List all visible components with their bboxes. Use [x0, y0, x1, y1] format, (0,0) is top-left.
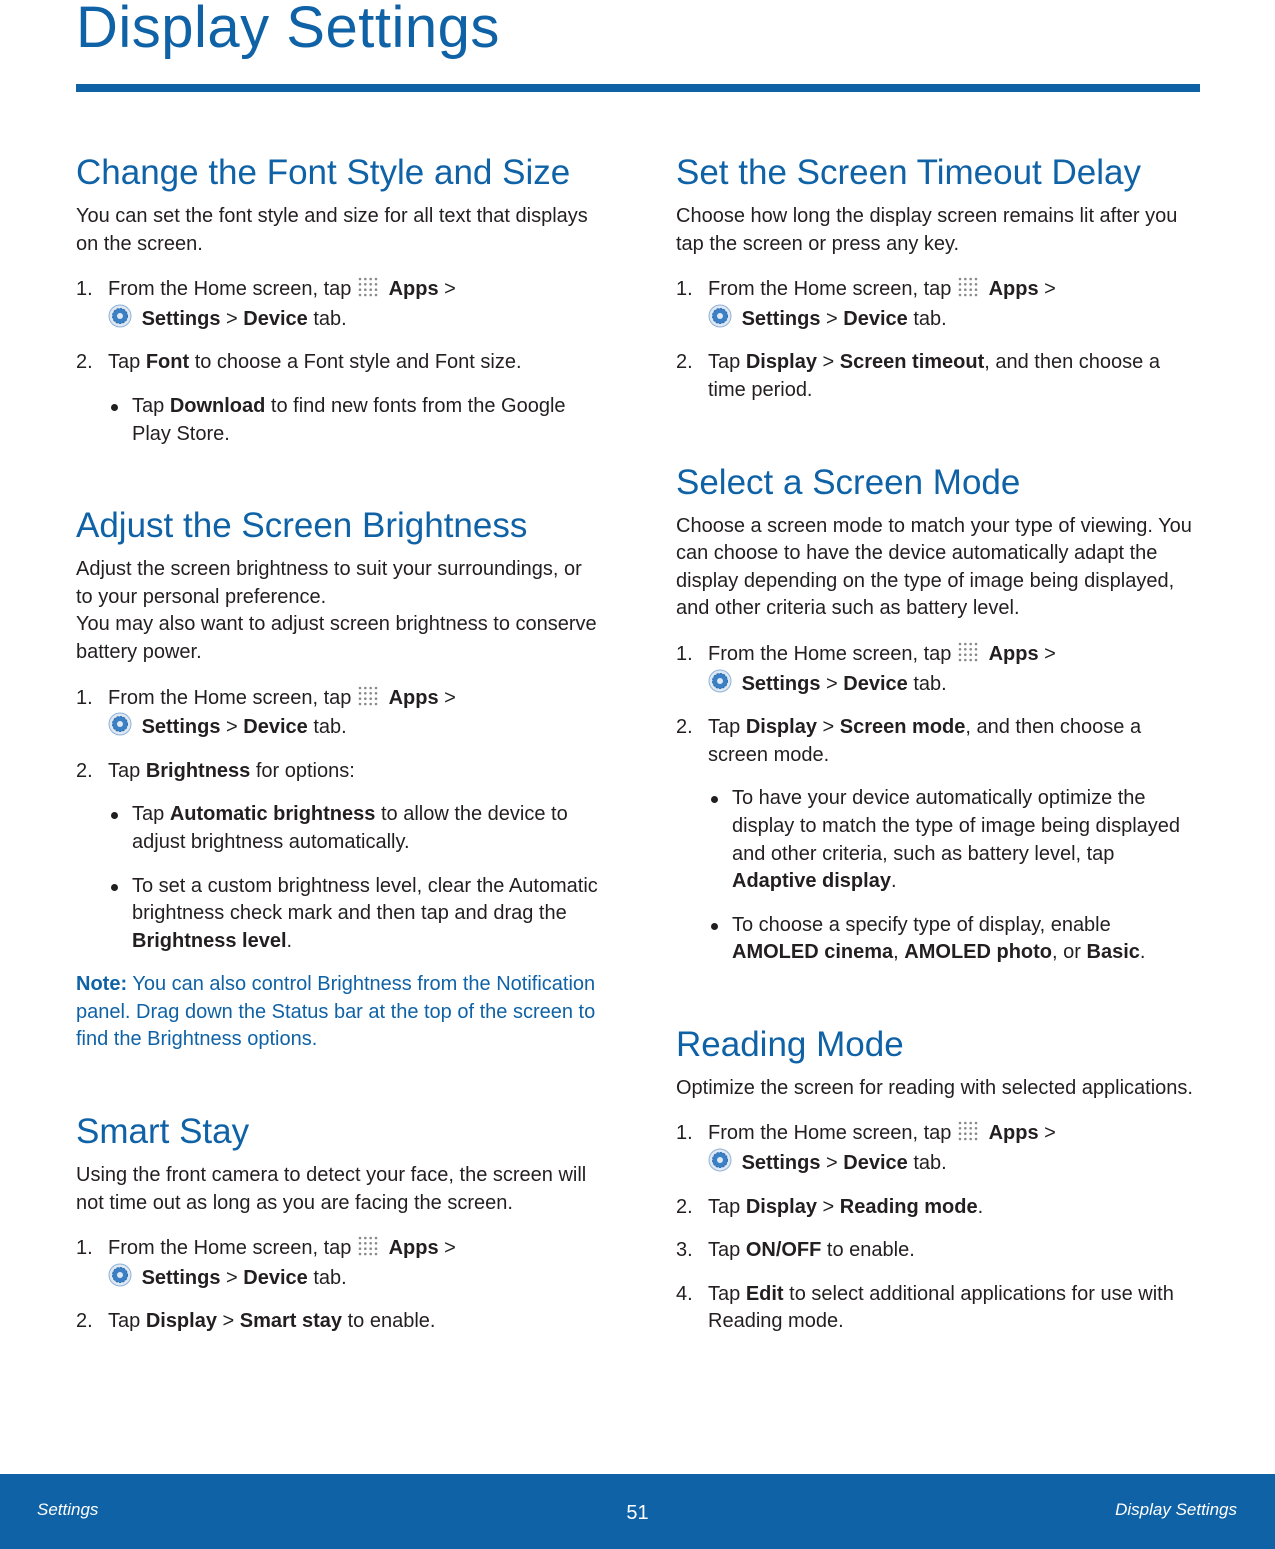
step-text: to enable.	[347, 1310, 436, 1333]
step-number: 1.	[76, 1237, 93, 1260]
step-number: 2.	[76, 1310, 93, 1333]
apps-grid-icon	[957, 276, 979, 298]
bullet-text: .	[286, 929, 293, 952]
step-number: 1.	[676, 278, 693, 301]
section-smart-stay	[76, 1112, 602, 1336]
section-heading: Set the Screen Timeout Delay	[676, 153, 1141, 192]
download-label: Download	[169, 394, 266, 417]
device-label: Device	[243, 1266, 308, 1289]
amoled-cinema-label: AMOLED cinema	[732, 941, 894, 964]
device-label: Device	[243, 716, 308, 739]
section-intro: Choose a screen mode to match your type of viewing. You can choose to have the device automatically adapt the display depending on the type of image being displayed, and other criteria such as battery level.	[676, 514, 1192, 620]
steps-list	[676, 641, 1202, 967]
step-text: tab.	[313, 1266, 347, 1289]
section-intro: Optimize the screen for reading with selected applications.	[676, 1076, 1193, 1099]
step-text: tab.	[313, 307, 347, 330]
page-number: 51	[626, 1502, 649, 1524]
apps-grid-icon	[357, 1235, 379, 1257]
separator: >	[222, 1310, 235, 1333]
step-text: to choose a Font style and Font size.	[194, 351, 522, 374]
step-text: Tap	[108, 351, 141, 374]
step-number: 1.	[676, 1122, 693, 1145]
left-column	[76, 153, 602, 1394]
section-intro: Using the front camera to detect your face, the screen will not time out as long as you are facing the screen.	[76, 1164, 587, 1214]
bullet-item	[108, 801, 602, 856]
section-heading: Adjust the Screen Brightness	[76, 506, 528, 546]
steps-list	[676, 1120, 1202, 1336]
automatic-brightness-label: Automatic brightness	[169, 803, 376, 826]
settings-label: Settings	[141, 1266, 221, 1289]
note-text: You can also control Brightness from the Notification panel. Drag down the Status bar at the top of the screen to find the Brightness options.	[76, 973, 596, 1051]
apps-label: Apps	[388, 686, 439, 709]
bullet-text: To set a custom brightness level, clear the Automatic brightness check mark and then tap and drag the	[132, 874, 598, 925]
section-screen-mode	[676, 463, 1202, 967]
separator: >	[444, 278, 456, 301]
step-number: 1.	[676, 642, 693, 665]
separator: >	[822, 716, 835, 739]
bullet-list	[708, 785, 1202, 967]
section-timeout	[676, 153, 1202, 405]
apps-label: Apps	[988, 642, 1039, 665]
apps-label: Apps	[388, 278, 439, 301]
screen-timeout-label: Screen timeout	[839, 351, 985, 374]
bullet-text: Tap	[132, 394, 165, 417]
settings-label: Settings	[141, 716, 221, 739]
step-text: to enable.	[826, 1239, 915, 1262]
step-item	[676, 276, 1202, 333]
device-label: Device	[843, 672, 908, 695]
settings-gear-icon	[108, 1263, 132, 1287]
separator: >	[1044, 278, 1056, 301]
step-item	[76, 349, 602, 448]
basic-label: Basic	[1086, 941, 1140, 964]
section-intro: Choose how long the display screen remains lit after you tap the screen or press any key.	[676, 205, 1178, 255]
reading-mode-label: Reading mode	[839, 1195, 978, 1218]
step-item	[76, 1235, 602, 1292]
step-text: for options:	[255, 759, 355, 782]
step-item	[676, 641, 1202, 698]
separator: >	[226, 1266, 238, 1289]
step-text: , and then choose a screen mode.	[708, 716, 1142, 766]
separator: >	[826, 1152, 838, 1175]
device-label: Device	[243, 307, 308, 330]
step-item	[676, 1237, 1202, 1265]
step-text: Tap	[708, 716, 741, 739]
section-intro: You can set the font style and size for all text that displays on the screen.	[76, 205, 588, 255]
separator: >	[444, 686, 456, 709]
separator: >	[826, 307, 838, 330]
bullet-text: To have your device automatically optimize the display to match the type of image being displayed and other criteria, such as battery level, tap	[732, 787, 1181, 865]
apps-grid-icon	[957, 1120, 979, 1142]
apps-grid-icon	[357, 276, 379, 298]
step-text: tab.	[913, 672, 947, 695]
step-text: .	[977, 1195, 984, 1218]
section-heading: Reading Mode	[676, 1024, 904, 1064]
step-text: Tap	[708, 351, 741, 374]
bullet-item	[708, 912, 1202, 967]
step-number: 2.	[676, 716, 693, 739]
settings-label: Settings	[741, 307, 821, 330]
bullet-item	[108, 873, 602, 956]
device-label: Device	[843, 307, 908, 330]
apps-label: Apps	[988, 1122, 1039, 1145]
section-font	[76, 153, 602, 448]
step-number: 2.	[676, 351, 693, 374]
apps-grid-icon	[357, 685, 379, 707]
step-item	[76, 758, 602, 956]
bullet-item	[108, 393, 602, 448]
step-text: Tap	[108, 1310, 141, 1333]
note-label: Note:	[76, 973, 128, 996]
step-number: 3.	[676, 1239, 693, 1262]
steps-list	[76, 685, 602, 956]
step-text: Tap	[708, 1282, 741, 1305]
section-intro: Adjust the screen brightness to suit your surroundings, or to your personal preference.	[76, 558, 582, 608]
step-text: Tap	[708, 1239, 741, 1262]
steps-list	[76, 276, 602, 448]
smart-stay-label: Smart stay	[239, 1310, 343, 1333]
separator: >	[444, 1237, 456, 1260]
step-text: From the Home screen, tap	[708, 278, 952, 301]
note	[76, 971, 602, 1054]
step-text: to select additional applications for use with Reading mode.	[708, 1282, 1174, 1333]
bullet-list	[108, 801, 602, 955]
amoled-photo-label: AMOLED photo	[904, 941, 1053, 964]
separator: >	[226, 307, 238, 330]
step-text: From the Home screen, tap	[108, 686, 352, 709]
display-label: Display	[145, 1310, 217, 1333]
bullet-text: Tap	[132, 803, 165, 826]
steps-list	[76, 1235, 602, 1336]
bullet-text: To choose a specify type of display, enable	[732, 913, 1111, 936]
step-item	[76, 685, 602, 742]
bullet-text: to find new fonts from the Google Play Store.	[132, 394, 566, 445]
section-heading: Select a Screen Mode	[676, 462, 1021, 502]
step-item	[676, 349, 1202, 404]
step-number: 1.	[76, 278, 93, 301]
edit-label: Edit	[745, 1282, 784, 1305]
settings-gear-icon	[108, 304, 132, 328]
step-number: 2.	[676, 1195, 693, 1218]
step-number: 4.	[676, 1282, 693, 1305]
screen-mode-label: Screen mode	[839, 716, 966, 739]
step-text: tab.	[913, 1152, 947, 1175]
separator: >	[1044, 642, 1056, 665]
separator: >	[822, 1195, 835, 1218]
section-intro: You may also want to adjust screen brightness to conserve battery power.	[76, 613, 597, 663]
section-heading: Smart Stay	[76, 1112, 250, 1152]
display-label: Display	[745, 716, 817, 739]
apps-label: Apps	[988, 278, 1039, 301]
settings-gear-icon	[708, 1148, 732, 1172]
separator: >	[822, 351, 835, 374]
step-item	[76, 276, 602, 333]
title-rule	[76, 84, 1200, 92]
bullet-item	[708, 785, 1202, 895]
step-text: From the Home screen, tap	[708, 1122, 952, 1145]
page-footer	[0, 1474, 1275, 1549]
step-item	[676, 1281, 1202, 1336]
step-text: From the Home screen, tap	[108, 1237, 352, 1260]
settings-label: Settings	[141, 307, 221, 330]
step-item	[676, 1194, 1202, 1222]
section-heading: Change the Font Style and Size	[76, 153, 571, 192]
step-text: From the Home screen, tap	[108, 278, 352, 301]
step-item	[76, 1308, 602, 1336]
brightness-level-label: Brightness level	[132, 929, 287, 952]
brightness-label: Brightness	[145, 759, 251, 782]
separator: >	[1044, 1122, 1056, 1145]
apps-label: Apps	[388, 1237, 439, 1260]
section-reading-mode	[676, 1025, 1202, 1336]
step-text: , and then choose a time period.	[708, 351, 1160, 401]
bullet-text: , or	[1052, 941, 1081, 964]
step-text: tab.	[913, 307, 947, 330]
step-text: tab.	[313, 716, 347, 739]
section-brightness	[76, 506, 602, 1054]
steps-list	[676, 276, 1202, 404]
apps-grid-icon	[957, 641, 979, 663]
bullet-text: to allow the device to adjust brightness automatically.	[132, 803, 568, 853]
step-text: From the Home screen, tap	[708, 642, 952, 665]
font-label: Font	[145, 351, 190, 374]
step-item	[676, 1120, 1202, 1177]
adaptive-display-label: Adaptive display	[732, 870, 891, 893]
device-label: Device	[843, 1152, 908, 1175]
step-text: Tap	[108, 759, 141, 782]
settings-label: Settings	[741, 672, 821, 695]
step-number: 1.	[76, 686, 93, 709]
bullet-text: ,	[893, 941, 899, 964]
step-number: 2.	[76, 759, 93, 782]
footer-chapter: Settings	[37, 1500, 99, 1519]
display-label: Display	[745, 1195, 817, 1218]
step-number: 2.	[76, 351, 93, 374]
footer-section: Display Settings	[1115, 1500, 1237, 1519]
settings-label: Settings	[741, 1152, 821, 1175]
settings-gear-icon	[108, 712, 132, 736]
bullet-text: .	[890, 870, 897, 893]
bullet-text: .	[1139, 941, 1146, 964]
settings-gear-icon	[708, 304, 732, 328]
separator: >	[226, 716, 238, 739]
display-label: Display	[745, 351, 817, 374]
bullet-list	[108, 393, 602, 448]
settings-gear-icon	[708, 669, 732, 693]
right-column	[676, 153, 1202, 1394]
on-off-label: ON/OFF	[745, 1239, 822, 1262]
step-item	[676, 714, 1202, 967]
step-text: Tap	[708, 1195, 741, 1218]
separator: >	[826, 672, 838, 695]
page-title: Display Settings	[76, 0, 500, 60]
